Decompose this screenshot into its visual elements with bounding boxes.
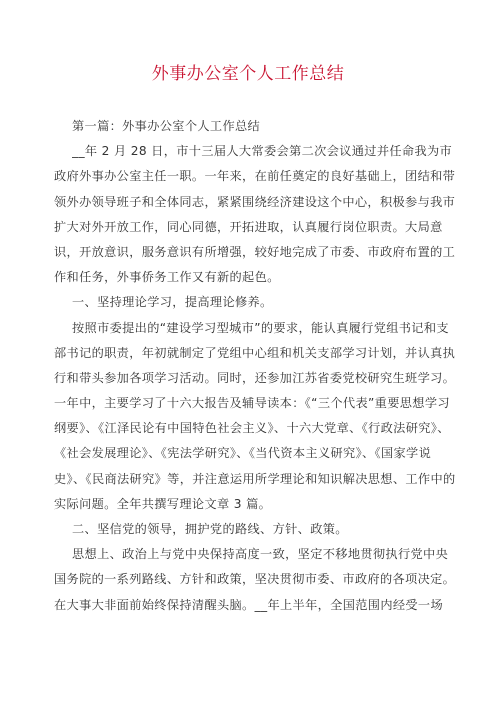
paragraph-line: 纲要》、《江泽民论有中国特色社会主义》、十六大党章、《行政法研究》、 bbox=[54, 421, 450, 436]
document-title: 外事办公室个人工作总结 bbox=[151, 64, 345, 84]
paragraph-line: 实际问题。全年共撰写理论文章 3 篇。 bbox=[54, 496, 272, 511]
section-heading: 一、坚持理论学习，提高理论修养。 bbox=[72, 295, 273, 310]
paragraph-line: 行和带头参加各项学习活动。同时，还参加江苏省委党校研究生班学习。 bbox=[54, 370, 456, 385]
paragraph-line: 扩大对外开放工作，同心同德，开拓进取，认真履行岗位职责。大局意 bbox=[54, 219, 443, 234]
paragraph-line: 政府外事办公室主任一职。一年来，在前任奠定的良好基础上，团结和带 bbox=[54, 169, 456, 184]
paragraph-line: 史》、《民商法研究》等，并注意运用所学理论和知识解决思想、工作中的 bbox=[54, 471, 456, 486]
paragraph-line: 作和任务，外事侨务工作又有新的起色。 bbox=[54, 270, 280, 285]
paragraph-line: 一年中，主要学习了十六大报告及辅导读本：《“三个代表”重要思想学习 bbox=[54, 396, 450, 411]
paragraph-line: 领外办领导班子和全体同志，紧紧围绕经济建设这个中心，积极参与我市 bbox=[54, 194, 456, 209]
paragraph-line: 识，开放意识，服务意识有所增强，较好地完成了市委、市政府布置的工 bbox=[54, 244, 456, 259]
paragraph-line: 在大事大非面前始终保持清醒头脑。__年上半年，全国范围内经受一场 bbox=[54, 597, 444, 612]
paragraph-line: 按照市委提出的“建设学习型城市”的要求，能认真履行党组书记和支 bbox=[72, 320, 449, 335]
paragraph-line: 《社会发展理论》、《宪法学研究》、《当代资本主义研究》、《国家学说 bbox=[54, 446, 432, 461]
paragraph-line: 思想上、政治上与党中央保持高度一致，坚定不移地贯彻执行党中央 bbox=[72, 547, 449, 562]
paragraph-line: __年 2 月 28 日，市十三届人大常委会第二次会议通过并任命我为市 bbox=[72, 144, 453, 159]
document-body bbox=[54, 114, 464, 618]
section-heading: 第一篇：外事办公室个人工作总结 bbox=[72, 119, 261, 133]
paragraph-line: 部书记的职责，年初就制定了党组中心组和机关支部学习计划，并认真执 bbox=[54, 345, 456, 360]
section-heading: 二、坚信党的领导，拥护党的路线、方针、政策。 bbox=[72, 522, 348, 536]
paragraph-line: 国务院的一系列路线、方针和政策，坚决贯彻市委、市政府的各项决定。 bbox=[54, 572, 456, 587]
